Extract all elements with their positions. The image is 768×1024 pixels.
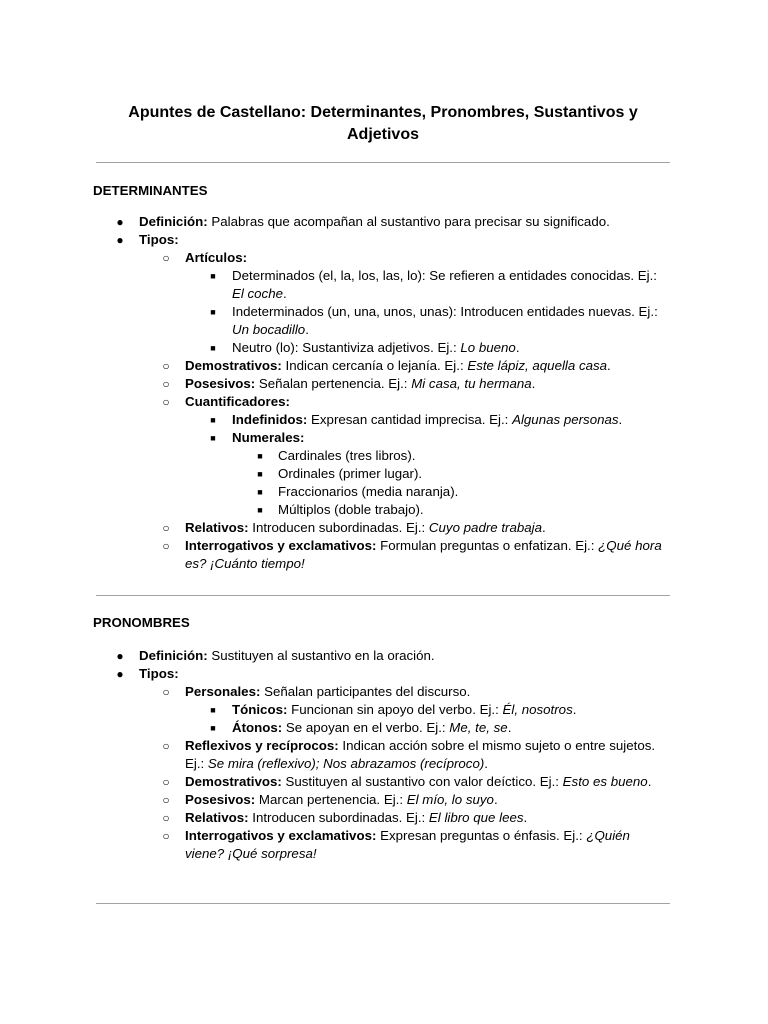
list-item: [0, 773, 768, 791]
item-text: Neutro (lo): Sustantiviza adjetivos. Ej.:: [232, 340, 461, 355]
item-end: .: [305, 322, 309, 337]
list-item: [0, 719, 768, 737]
item-text: Introducen subordinadas. Ej.:: [248, 520, 429, 535]
item-example: Este lápiz, aquella casa: [467, 358, 608, 373]
item-end: .: [607, 358, 611, 373]
circle-bullet-icon: ○: [162, 395, 170, 409]
list-item: [0, 665, 768, 683]
divider: [96, 903, 670, 904]
item-text: Indican acción sobre el mismo sujeto o entre sujetos. Ej.:: [185, 738, 656, 771]
item-text: Sustituyen al sustantivo en la oración.: [207, 648, 435, 663]
item-label: Relativos:: [185, 520, 249, 535]
item-label: Demostrativos:: [185, 774, 282, 789]
item-text: Fraccionarios (media naranja).: [278, 484, 459, 499]
item-example: El libro que lees: [428, 810, 524, 825]
item-label: Tipos:: [139, 232, 179, 247]
item-text: Señalan pertenencia. Ej.:: [255, 376, 412, 391]
item-example: Se mira (reflexivo); Nos abrazamos (recíproco): [207, 756, 485, 771]
list-item: [0, 737, 768, 773]
item-label: Átonos:: [232, 720, 283, 735]
list-item: [0, 647, 768, 665]
circle-bullet-icon: ○: [162, 829, 170, 843]
circle-bullet-icon: ○: [162, 775, 170, 789]
item-label: Demostrativos:: [185, 358, 282, 373]
list-item: [0, 357, 768, 375]
list-item: [0, 393, 768, 411]
item-example: Un bocadillo: [232, 322, 306, 337]
item-text: Ordinales (primer lugar).: [278, 466, 423, 481]
document-title: Apuntes de Castellano: Determinantes, Pronombres, Sustantivos y Adjetivos: [128, 104, 638, 143]
item-label: Interrogativos y exclamativos:: [185, 538, 377, 553]
circle-bullet-icon: ○: [162, 359, 170, 373]
item-end: .: [523, 810, 528, 825]
bullet-icon: ●: [116, 667, 124, 681]
item-end: .: [531, 376, 536, 391]
list-item: [0, 791, 768, 809]
item-text: Marcan pertenencia. Ej.:: [255, 792, 407, 807]
square-bullet-icon: ■: [210, 723, 216, 733]
item-text: Palabras que acompañan al sustantivo para precisar su significado.: [207, 214, 610, 229]
item-example: Algunas personas: [512, 412, 619, 427]
item-text: Cardinales (tres libros).: [278, 448, 416, 463]
item-end: .: [484, 756, 488, 771]
bullet-icon: ●: [116, 233, 124, 247]
list-item: [0, 827, 768, 863]
item-label: Relativos:: [185, 810, 249, 825]
circle-bullet-icon: ○: [162, 377, 170, 391]
item-end: .: [647, 774, 652, 789]
circle-bullet-icon: ○: [162, 251, 170, 265]
item-example: Me, te, se: [449, 720, 508, 735]
square-bullet-icon: ■: [210, 343, 216, 353]
circle-bullet-icon: ○: [162, 685, 170, 699]
item-end: .: [283, 286, 287, 301]
list-item: [0, 537, 768, 573]
item-text: Formulan preguntas o enfatizan. Ej.:: [376, 538, 599, 553]
item-example: ¿Quién viene? ¡Qué sorpresa!: [185, 828, 630, 861]
item-text: Indeterminados (un, una, unos, unas): Introducen entidades nuevas. Ej.:: [232, 304, 658, 319]
square-bullet-icon: ■: [210, 271, 216, 281]
item-label: Reflexivos y recíprocos:: [185, 738, 339, 753]
item-example: El coche: [232, 286, 283, 301]
bullet-icon: ●: [116, 215, 124, 229]
item-end: .: [493, 792, 498, 807]
square-bullet-icon: ■: [210, 415, 216, 425]
divider: [96, 595, 670, 596]
item-label: Definición:: [139, 648, 208, 663]
item-end: .: [515, 340, 520, 355]
list-item: [0, 501, 768, 519]
item-text: Múltiplos (doble trabajo).: [278, 502, 424, 517]
square-bullet-icon: ■: [257, 451, 263, 461]
item-end: .: [618, 412, 623, 427]
item-end: .: [572, 702, 577, 717]
item-text: Expresan preguntas o énfasis. Ej.:: [376, 828, 587, 843]
item-example: El mío, lo suyo: [406, 792, 494, 807]
item-example: Mi casa, tu hermana: [411, 376, 532, 391]
list-item: [0, 683, 768, 701]
list-item: [0, 701, 768, 719]
item-label: Tónicos:: [232, 702, 288, 717]
determinantes-list: [0, 213, 768, 573]
item-label: Posesivos:: [185, 792, 256, 807]
item-label: Cuantificadores:: [185, 394, 290, 409]
item-example: Lo bueno: [460, 340, 516, 355]
circle-bullet-icon: ○: [162, 793, 170, 807]
item-label: Definición:: [139, 214, 208, 229]
circle-bullet-icon: ○: [162, 539, 170, 553]
item-label: Personales:: [185, 684, 261, 699]
item-end: .: [542, 520, 546, 535]
item-example: Él, nosotros: [502, 702, 573, 717]
item-text: Sustituyen al sustantivo con valor deíctico. Ej.:: [281, 774, 563, 789]
item-label: Tipos:: [139, 666, 179, 681]
square-bullet-icon: ■: [210, 307, 216, 317]
item-example: ¿Qué hora es? ¡Cuánto tiempo!: [185, 538, 662, 571]
item-text: Introducen subordinadas. Ej.:: [248, 810, 429, 825]
list-item: [0, 267, 768, 303]
list-item: [0, 465, 768, 483]
section-heading-determinantes: DETERMINANTES: [93, 183, 208, 198]
section-heading-pronombres: PRONOMBRES: [93, 615, 190, 630]
item-text: Determinados (el, la, los, las, lo): Se refieren a entidades conocidas. Ej.:: [232, 268, 657, 283]
item-label: Posesivos:: [185, 376, 256, 391]
item-text: Se apoyan en el verbo. Ej.:: [282, 720, 450, 735]
square-bullet-icon: ■: [210, 705, 216, 715]
square-bullet-icon: ■: [210, 433, 216, 443]
square-bullet-icon: ■: [257, 487, 263, 497]
list-item: [0, 339, 768, 357]
item-text: Funcionan sin apoyo del verbo. Ej.:: [287, 702, 503, 717]
item-text: Indican cercanía o lejanía. Ej.:: [281, 358, 468, 373]
item-text: Expresan cantidad imprecisa. Ej.:: [307, 412, 513, 427]
bullet-icon: ●: [116, 649, 124, 663]
list-item: [0, 231, 768, 249]
list-item: [0, 447, 768, 465]
item-text: Señalan participantes del discurso.: [260, 684, 471, 699]
list-item: [0, 411, 768, 429]
list-item: [0, 809, 768, 827]
item-label: Numerales:: [232, 430, 305, 445]
list-item: [0, 303, 768, 339]
circle-bullet-icon: ○: [162, 811, 170, 825]
list-item: [0, 519, 768, 537]
circle-bullet-icon: ○: [162, 739, 170, 753]
item-label: Artículos:: [185, 250, 248, 265]
item-label: Indefinidos:: [232, 412, 308, 427]
pronombres-list: [0, 647, 768, 863]
square-bullet-icon: ■: [257, 505, 263, 515]
item-example: Cuyo padre trabaja: [428, 520, 543, 535]
list-item: [0, 375, 768, 393]
item-example: Esto es bueno: [562, 774, 648, 789]
item-end: .: [507, 720, 512, 735]
list-item: [0, 213, 768, 231]
list-item: [0, 249, 768, 267]
list-item: [0, 483, 768, 501]
circle-bullet-icon: ○: [162, 521, 170, 535]
item-label: Interrogativos y exclamativos:: [185, 828, 377, 843]
list-item: [0, 429, 768, 447]
divider: [96, 162, 670, 163]
square-bullet-icon: ■: [257, 469, 263, 479]
